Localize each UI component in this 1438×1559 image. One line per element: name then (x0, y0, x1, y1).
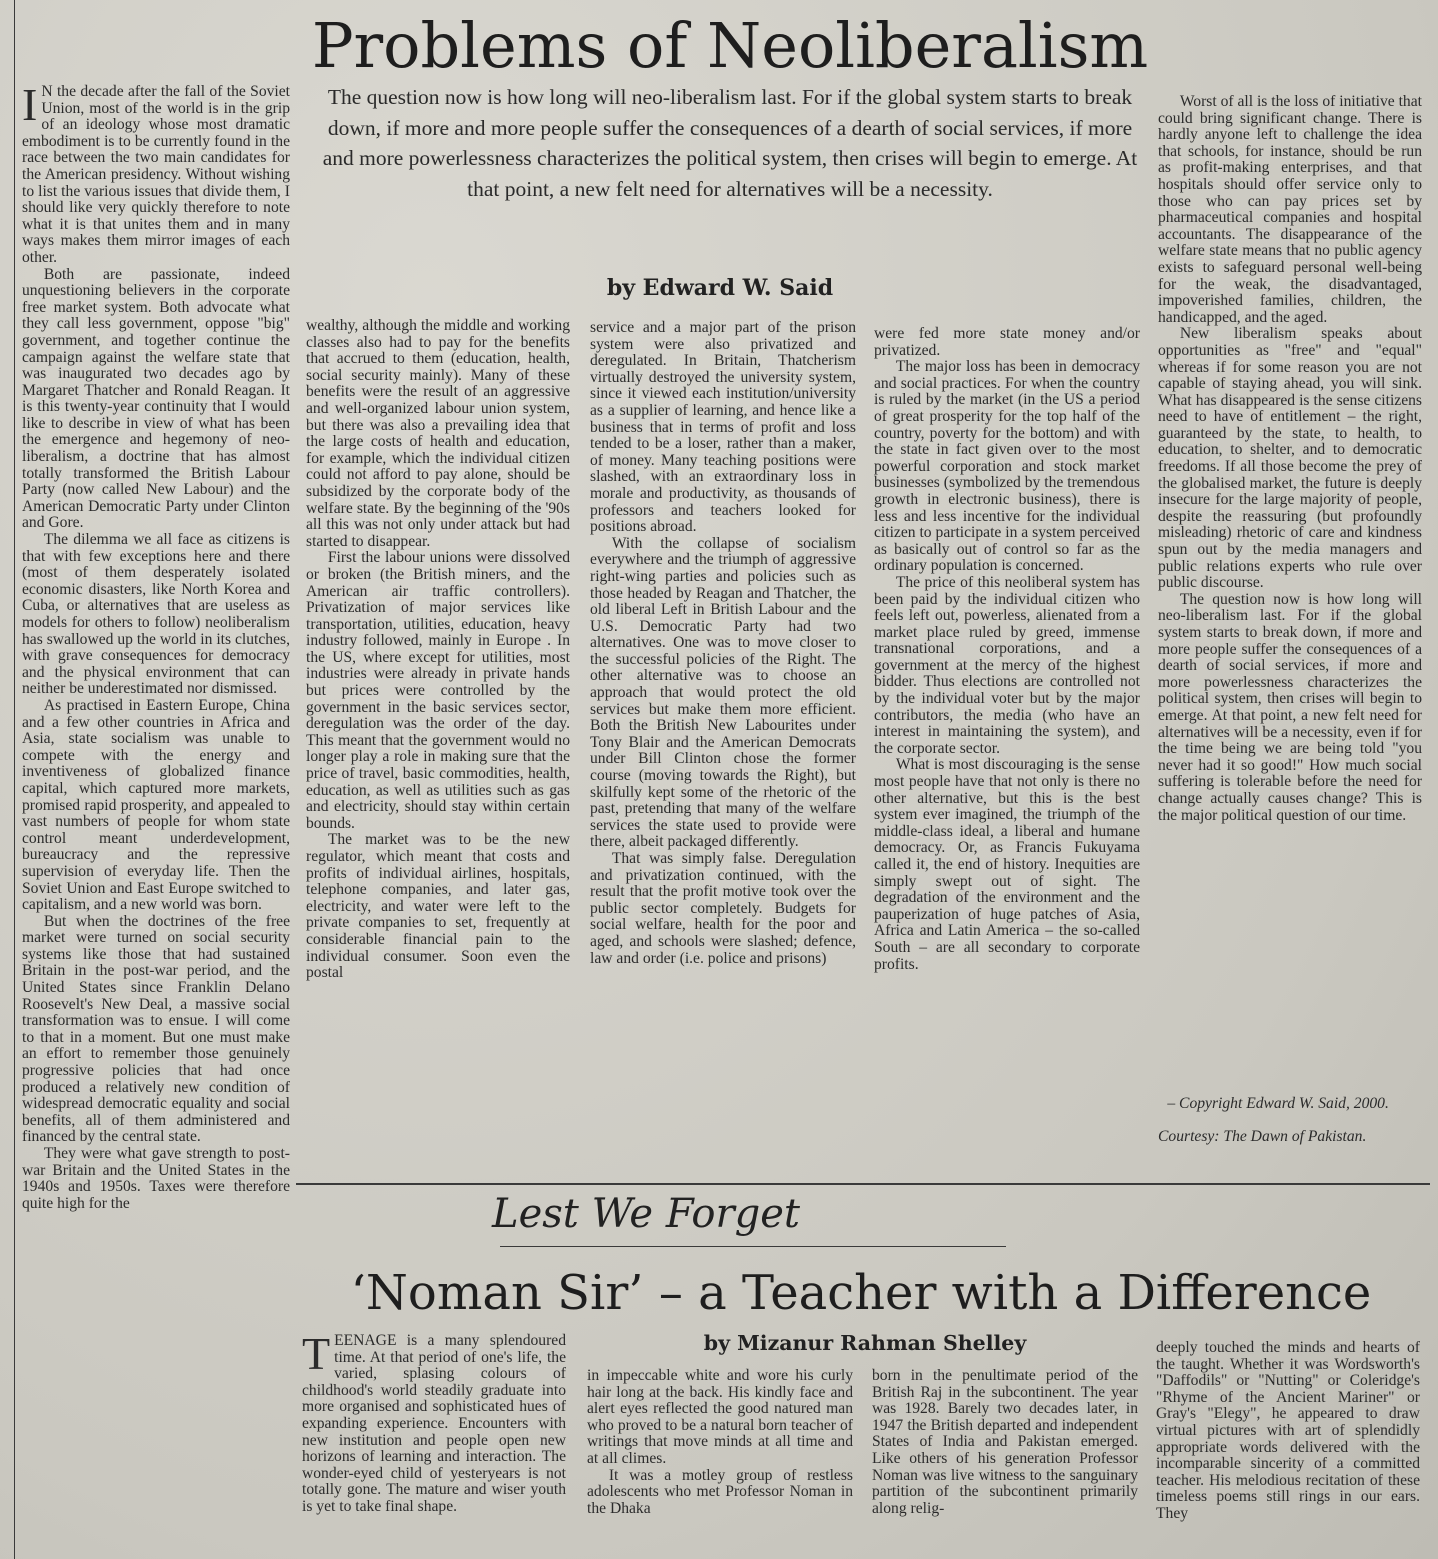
section-divider (296, 1183, 1430, 1185)
paragraph: service and a major part of the prison system were also privatized and deregulated. In Britain, Thatcherism virtually destroyed the university system, since it viewed each institution/university as a supplier of learning, and hence like a business that in terms of profit and loss tended to be a loser, rather than a maker, of money. Many teaching positions were slashed, with an extraordinary loss in morale and productivity, as thousands of professors and teachers looked for positions abroad. (590, 320, 856, 536)
paragraph: But when the doctrines of the free market were turned on social security systems like those that had sustained Britain in the post-war period, and the United States since Franklin Delano Roosevelt's New Deal, a massive social transformation was to ensue. I will come to that in a moment. But one must make an effort to remember those genuinely progressive policies that had once produced a relatively new condition of widespread democratic equality and social benefits, all of them administered and financed by the central state. (22, 912, 290, 1146)
paragraph: With the collapse of socialism everywhere and the triumph of aggressive right-wing parties and policies such as those headed by Reagan and Thatcher, the old liberal Left in British Labour and the U.S. Democratic Party had two alternatives. One was to move closer to the successful policies of the Right. The other alternative was to choose an approach that would protect the old services but make them more efficient. Both the British New Labourites under Tony Blair and the American Democrats under Bill Clinton chose the former course (moving towards the Right), but skilfully kept some of the rhetoric of the past, pretending that many of the welfare services the state used to provide were there, albeit packaged differently. (590, 534, 856, 851)
article-title: Problems of Neoliberalism (311, 9, 1149, 82)
paragraph: What is most discouraging is the sense most people have that not only is there no other alternative, but this is the best system ever imagined, the triumph of the middle-class ideal, a liberal and humane democracy. Or, as Francis Fukuyama called it, the end of history. Inequities are simply swept out of sight. The degradation of the environment and the pauperization of huge patches of Asia, Africa and Latin America – the so-called South – are all secondary to corporate profits. (874, 756, 1140, 973)
article2-byline: by Mizanur Rahman Shelley (703, 1331, 1027, 1355)
paragraph: Both are passionate, indeed unquestioning believers in the corporate free market system. Both advocate what they call less government, oppose "big" government, and together continue the campaign against the welfare state that was inaugurated two decades ago by Margaret Thatcher and Ronald Reagan. It is this twenty-year continuity that I would like to describe in view of what has been the emergence and hegemony of neo-liberalism, a doctrine that has almost totally transformed the British Labour Party (now called New Labour) and the American Democratic Party under Clinton and Gore. (22, 265, 290, 532)
paragraph: N the decade after the fall of the Soviet Union, most of the world is in the grip of an ideology whose most dramatic embodiment is to be currently found in the race between the two main candidates for the American presidency. Without wishing to list the various issues that divide them, I should like very quickly therefore to note what it is that unites them and in many ways makes them mirror images of each other. (22, 84, 290, 266)
paragraph: They were what gave strength to post-war Britain and the United States in the 1940s and 1950s. Taxes were therefore quite high for the (22, 1145, 290, 1212)
paragraph: That was simply false. Deregulation and privatization continued, with the result that the profit motive took over the public sector completely. Budgets for social welfare, health for the poor and aged, and schools were slashed; defence, law and order (i.e. police and prisons) (590, 850, 856, 967)
article2-column-1 (302, 1333, 566, 1559)
paragraph: The dilemma we all face as citizens is that with few exceptions here and there (most of them desperately isolated economic disasters, like North Korea and Cuba, or alternatives that are useless as models for others to follow) neoliberalism has swallowed up the world in its clutches, with grave consequences for democracy and the physical environment that can neither be underestimated nor dismissed. (22, 531, 290, 698)
paragraph: EENAGE is a many splendoured time. At that period of one's life, the varied, splasing colours of childhood's world steadily graduate into more organised and sophisticated hues of expanding experience. Encounters with new institution and people open new horizons of learning and interaction. The wonder-eyed child of yesteryears is not totally gone. The mature and wiser youth is yet to take final shape. (302, 1333, 566, 1515)
kicker-underline (500, 1246, 1006, 1247)
paragraph: New liberalism speaks about opportunities as "free" and "equal" whereas if for some reason you are not capable of staying ahead, you will sink. What has disappeared is the sense citizens need to have of entitlement – the right, guaranteed by the state, to health, to education, to shelter, and to democratic freedoms. If all those become the prey of the globalised market, the future is deeply insecure for the large majority of people, despite the reassuring (but profoundly misleading) rhetoric of care and kindness spun out by the media managers and public relations experts who rule over public discourse. (1158, 325, 1422, 592)
drop-cap: T (302, 1333, 331, 1379)
copyright-note: – Copyright Edward W. Said, 2000. (1167, 1096, 1389, 1112)
article-column-2 (306, 318, 570, 1176)
paragraph: born in the penultimate period of the British Raj in the subcontinent. The year was 1928. Barely two decades later, in 1947 the British departed and independent States of India and Pakistan emerged. Like others of his generation Professor Noman was live witness to the sanguinary partition of the subcontinent primarily along relig- (872, 1368, 1138, 1517)
article-column-4 (874, 326, 1140, 1178)
article2-column-3 (872, 1368, 1138, 1559)
paragraph: The question now is how long will neo-liberalism last. For if the global system starts to break down, if more and more people suffer the consequences of a dearth of social services, if more and more powerlessness characterizes the political system, then crises will begin to emerge. At that point, a new felt need for alternatives will be a necessity, even if for the time being we are being told "you never had it so good!" How much social suffering is tolerable before the need for change actually causes change? This is the major political question of our time. (1158, 590, 1422, 824)
courtesy-note: Courtesy: The Dawn of Pakistan. (1158, 1127, 1367, 1145)
paragraph: wealthy, although the middle and working classes also had to pay for the benefits that accrued to them (education, health, social security mainly). Many of these benefits were the result of an aggressive and well-organized labour union system, but there was also a prevailing idea that the large costs of health and education, for example, which the individual citizen could not afford to pay alone, should be subsidized by the corporate body of the welfare state. By the beginning of the '90s all this was not only under attack but had started to disappear. (306, 318, 570, 550)
paragraph: The price of this neoliberal system has been paid by the individual citizen who feels left out, powerless, alienated from a market place ruled by greed, immense transnational corporations, and a government at the mercy of the highest bidder. Thus elections are controlled not by the individual voter but by the major contributors, the media (who have an interest in maintaining the system), and the corporate sector. (874, 573, 1140, 757)
article2-title: ‘Noman Sir’ – a Teacher with a Difference (350, 1265, 1372, 1321)
paragraph: As practised in Eastern Europe, China and a few other countries in Africa and Asia, state socialism was unable to compete with the energy and inventiveness of globalized finance capital, which captured more markets, promised rapid prosperity, and appealed to vast numbers of people for whom state control meant underdevelopment, bureaucracy and the repressive supervision of everyday life. Then the Soviet Union and East Europe switched to capitalism, and a new world was born. (22, 696, 290, 914)
article-column-1 (22, 84, 290, 1559)
paragraph: First the labour unions were dissolved or broken (the British miners, and the American air traffic controllers). Privatization of major services like transportation, utilities, education, heavy industry followed, mainly in Europe . In the US, where except for utilities, most industries were already in private hands but prices were controlled by the government in the basic services sector, deregulation was the order of the day. This meant that the government would no longer play a role in making sure that the price of travel, basic commodities, health, education, as well as utilities such as gas and electricity, should stay within certain bounds. (306, 549, 570, 832)
paragraph: were fed more state money and/or privatized. (874, 326, 1140, 359)
margin-rule (14, 0, 15, 1559)
paragraph: deeply touched the minds and hearts of the taught. Whether it was Wordsworth's "Daffodils" or "Nutting" or Coleridge's "Rhyme of the Ancient Mariner" or Gray's "Elegy", he appeared to draw virtual pictures with art of splendidly appropriate words delivered with the incomparable sincerity of a committed teacher. His melodious recitation of these timeless poems still rings in our ears. They (1156, 1340, 1420, 1522)
paragraph: The major loss has been in democracy and social practices. For when the country is ruled by the market (in the US a period of great prosperity for the top half of the country, poverty for the bottom) and with the state in fact given over to the most powerful corporation and stock market businesses (symbolized by the tremendous growth in electronic business), there is less and less incentive for the individual citizen to participate in a system perceived as basically out of control so far as the ordinary population is concerned. (874, 358, 1140, 575)
article-column-3 (590, 320, 856, 1176)
article-deck: The question now is how long will neo-liberalism last. For if the global system starts to break down, if more and more people suffer the consequences of a dearth of social services, if more and more powerlessness characterizes the political system, then crises will begin to emerge. At that point, a new felt need for alternatives will be a necessity. (322, 85, 1138, 201)
paragraph: Worst of all is the loss of initiative that could bring significant change. There is hardly anyone left to challenge the idea that schools, for instance, should be run as profit-making enterprises, and that hospitals should offer service only to those who can pay prices set by pharmaceutical companies and hospital accountants. The disappearance of the welfare state means that no public agency exists to safeguard personal well-being for the weak, the disadvantaged, impoverished families, children, the handicapped, and the aged. (1158, 94, 1422, 326)
paragraph: It was a motley group of restless adolescents who met Professor Noman in the Dhaka (587, 1466, 853, 1517)
article2-column-2 (587, 1368, 853, 1559)
paragraph: The market was to be the new regulator, which meant that costs and profits of individual airlines, hospitals, telephone companies, and later gas, electricity, and water were left to the private companies to set, frequently at considerable financial pain to the individual consumer. Soon even the postal (306, 831, 570, 982)
drop-cap: I (22, 84, 38, 130)
article-column-5 (1158, 94, 1422, 1080)
paragraph: in impeccable white and wore his curly hair long at the back. His kindly face and alert eyes reflected the good natured man who proved to be a natural born teacher of writings that move minds at all time and at all climes. (587, 1368, 853, 1467)
article-byline: by Edward W. Said (606, 275, 834, 301)
section-kicker: Lest We Forget (492, 1191, 800, 1237)
article-credits (1158, 1096, 1422, 1178)
article2-column-4 (1156, 1340, 1420, 1559)
